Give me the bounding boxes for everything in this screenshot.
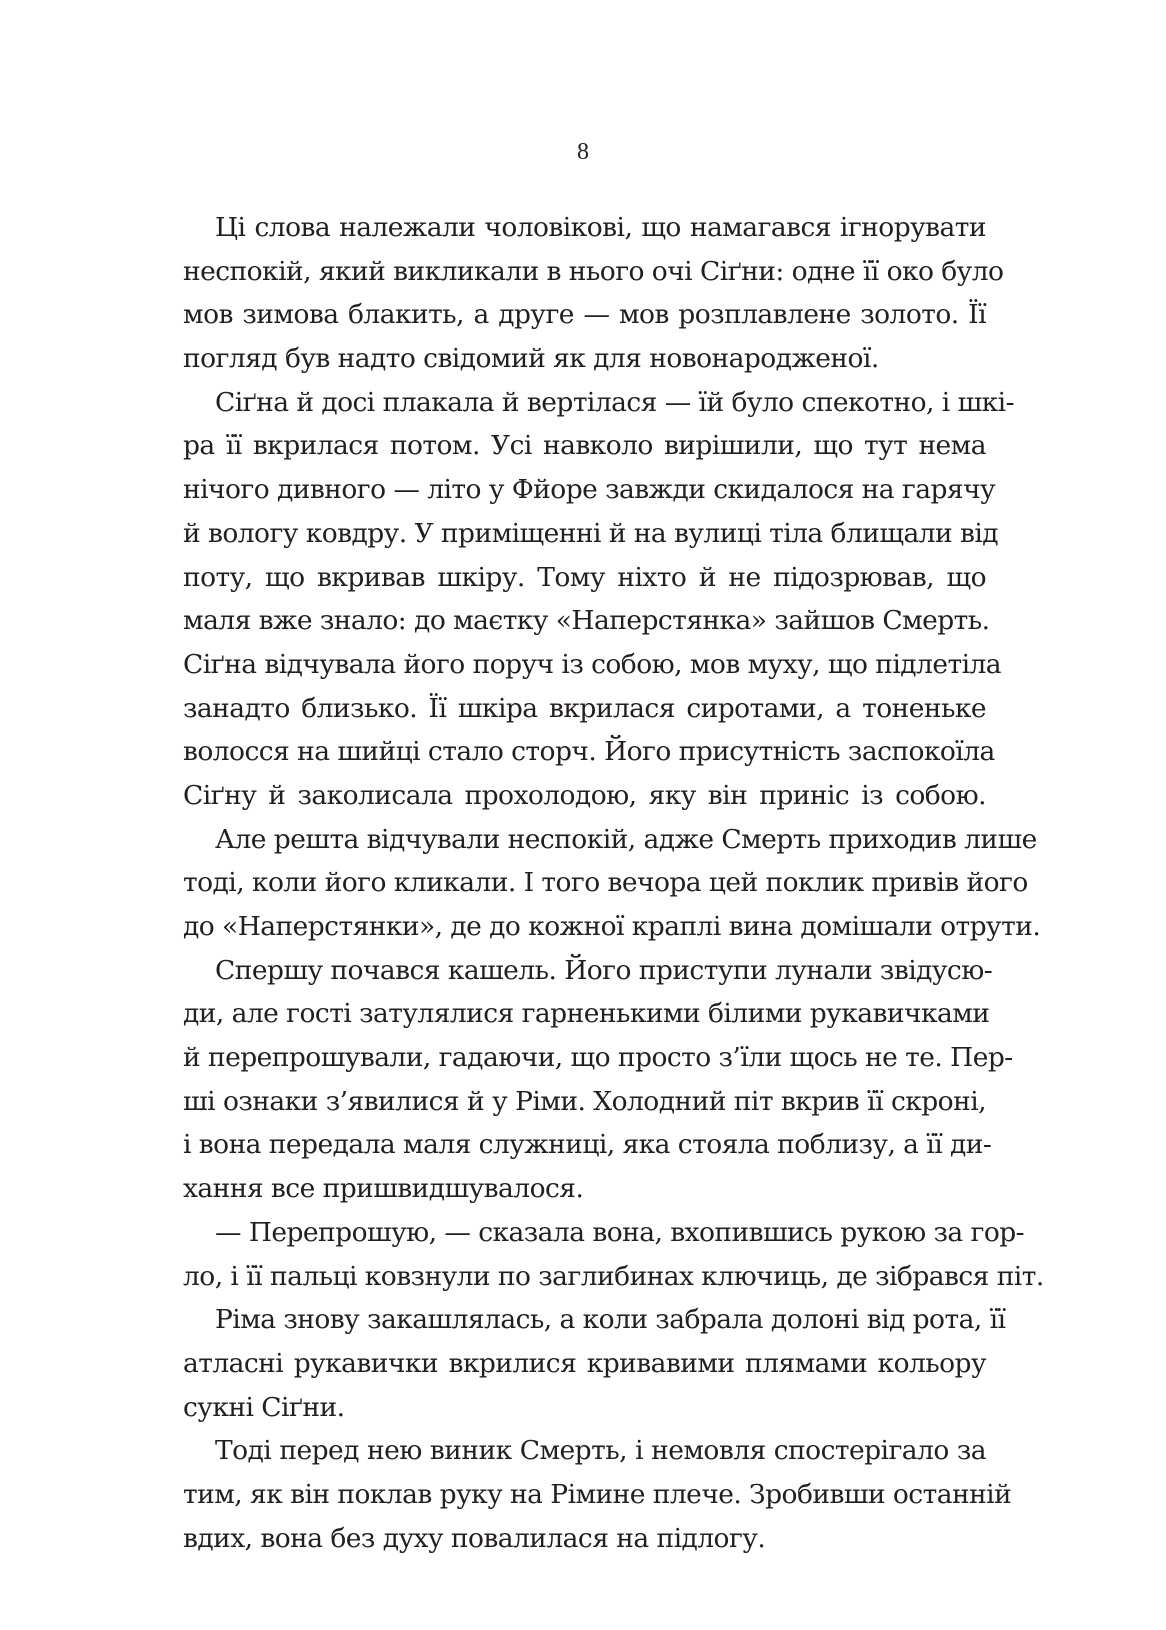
text-line: Тоді перед нею виник Смерть, і немовля спостерігало за [215, 1435, 986, 1467]
text-line: неспокій, який викликали в нього очі Сіґни: одне її око було [183, 255, 1004, 287]
text-line: тим, як він поклав руку на Рімине плече. Зробивши останній [183, 1478, 1012, 1510]
paragraph-3 [183, 818, 1041, 949]
paragraph-2 [183, 381, 1015, 818]
text-line: Ріма знову закашлялась, а коли забрала долоні від рота, її [215, 1304, 1006, 1336]
text-line: ра її вкрилася потом. Усі навколо вирішили, що тут нема [183, 430, 986, 462]
text-line: Сіґна й досі плакала й вертілася — їй було спекотно, і шкі- [215, 386, 1015, 418]
text-line: занадто близько. Її шкіра вкрилася сиротами, а тоненьке [183, 692, 986, 724]
text-line: вдих, вона без духу повалилася на підлогу. [183, 1522, 766, 1554]
text-line: сукні Сіґни. [183, 1391, 345, 1423]
paragraph-7 [183, 1429, 1012, 1560]
text-line: Сіґна відчувала його поруч із собою, мов муху, що підлетіла [183, 648, 1002, 680]
text-line: поту, що вкривав шкіру. Тому ніхто й не підозрював, що [183, 561, 986, 593]
text-line: ло, і її пальці ковзнули по заглибинах ключиць, де зібрався піт. [183, 1260, 1044, 1292]
text-line: ші ознаки з’явилися й у Ріми. Холодний піт вкрив її скроні, [183, 1085, 986, 1117]
paragraph-5 [183, 1211, 1044, 1298]
text-line: й перепрошували, гадаючи, що просто з’їли щось не те. Пер- [183, 1042, 1013, 1074]
text-line: — Перепрошую, — сказала вона, вхопившись рукою за гор- [215, 1216, 1025, 1248]
text-line: мов зимова блакить, а друге — мов розплавлене золото. Її [183, 299, 986, 331]
paragraph-1 [183, 206, 1004, 381]
paragraph-6 [183, 1298, 1006, 1429]
body-text [183, 206, 1044, 1560]
text-line: хання все пришвидшувалося. [183, 1173, 584, 1205]
text-line: маля вже знало: до маєтку «Наперстянка» зайшов Смерть. [183, 605, 990, 637]
text-line: погляд був надто свідомий як для новонародженої. [183, 343, 879, 375]
text-line: Сіґну й заколисала прохолодою, яку він приніс із собою. [183, 779, 986, 811]
text-line: волосся на шийці стало сторч. Його присутність заспокоїла [183, 736, 995, 768]
text-line: Але решта відчували неспокій, адже Смерть приходив лише [215, 823, 1037, 855]
text-line: до «Наперстянки», де до кожної краплі вина домішали отрути. [183, 911, 1041, 942]
text-line: й вологу ковдру. У приміщенні й на вулиці тіла блищали від [183, 517, 999, 549]
text-line: Спершу почався кашель. Його приступи лунали звідусю- [215, 954, 993, 986]
text-line: і вона передала маля служниці, яка стояла поблизу, а її ди- [183, 1129, 992, 1161]
page-number: 8 [577, 139, 589, 165]
paragraph-4 [183, 949, 1013, 1211]
text-line: атласні рукавички вкрилися кривавими плямами кольору [183, 1347, 986, 1379]
text-line: тоді, коли його кликали. І того вечора цей поклик привів його [183, 867, 1028, 899]
text-line: Ці слова належали чоловікові, що намагався ігнорувати [215, 212, 986, 243]
text-line: нічого дивного — літо у Фйоре завжди скидалося на гарячу [183, 474, 996, 506]
text-line: ди, але гості затулялися гарненькими білими рукавичками [183, 998, 990, 1030]
